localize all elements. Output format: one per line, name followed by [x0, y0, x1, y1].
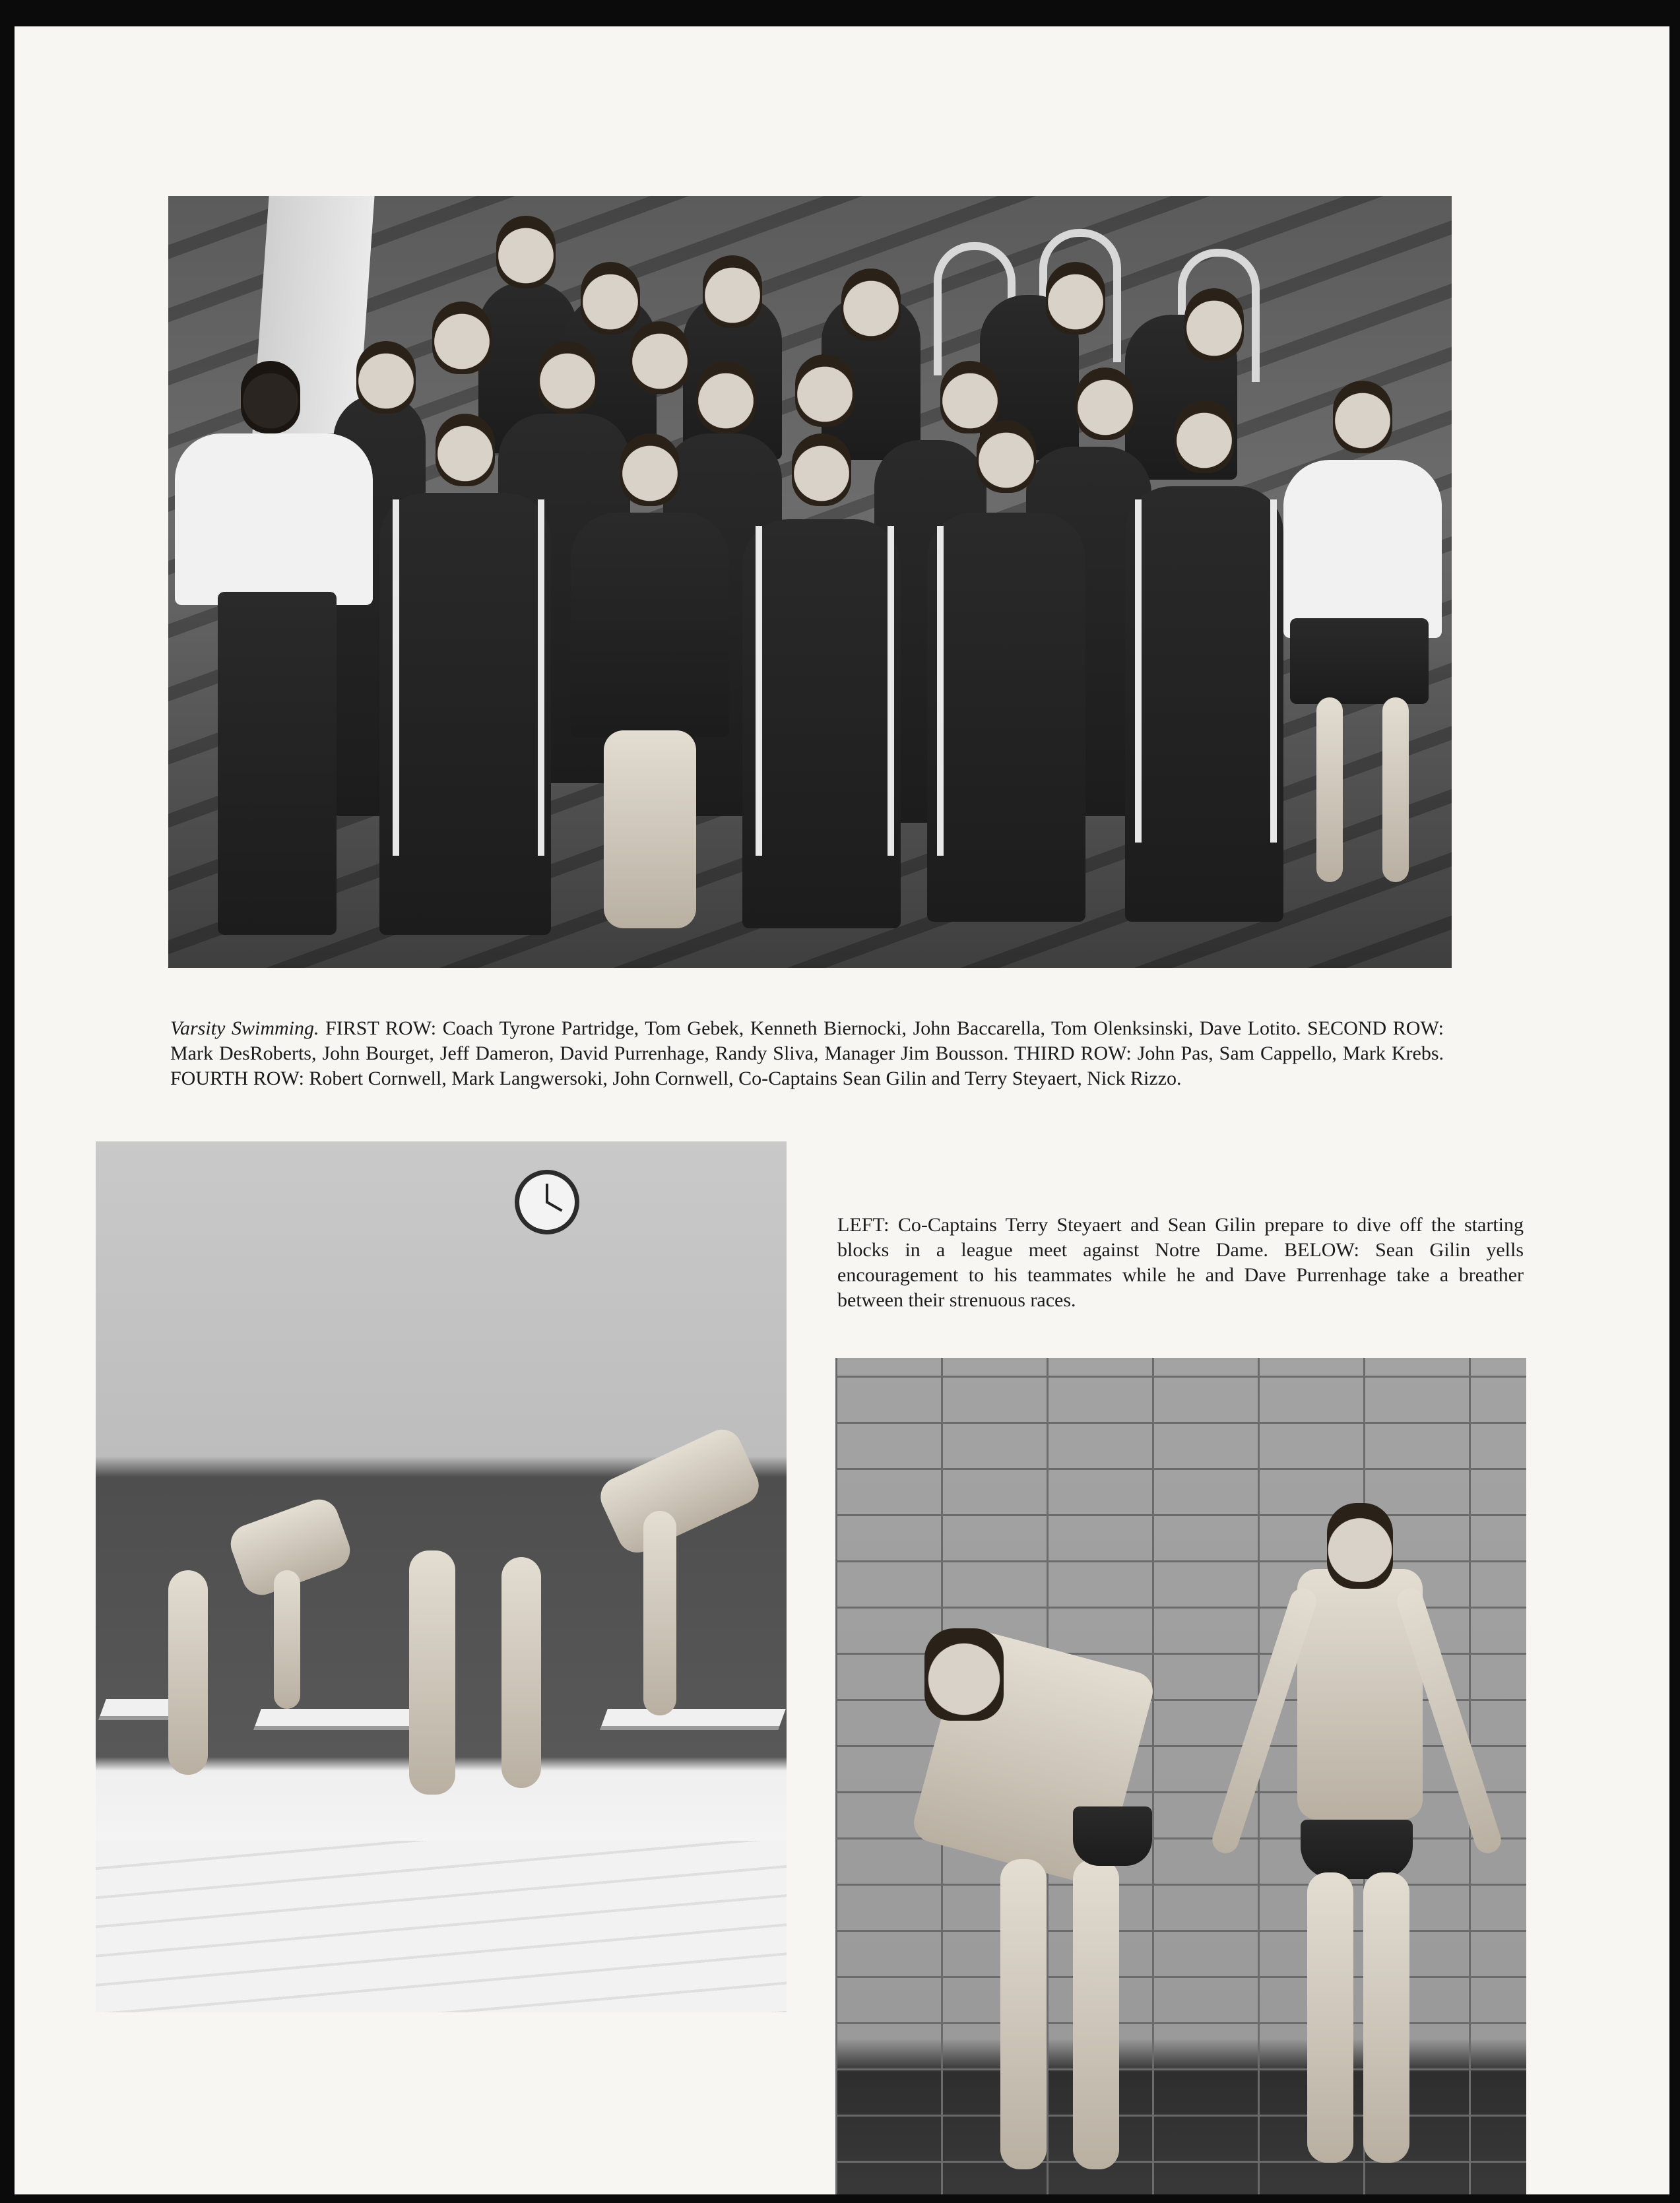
team-member-head: [581, 262, 640, 335]
tracksuit-stripe: [888, 526, 894, 856]
team-member-head: [1046, 262, 1105, 335]
swimmer: [501, 1557, 541, 1788]
team-member: [571, 513, 729, 737]
starting-blocks-photo: [96, 1141, 787, 1841]
team-member-head: [703, 255, 762, 328]
swimmer-head: [1327, 1503, 1393, 1589]
swimmer-diving: [594, 1423, 765, 1559]
coach-head: [241, 361, 300, 433]
team-member-head: [940, 361, 1000, 433]
team-member-head: [696, 361, 756, 433]
manager: [1283, 460, 1442, 638]
resting-swimmers-photo: [835, 1358, 1526, 2194]
starting-block: [600, 1709, 786, 1730]
team-member-head: [1175, 400, 1234, 473]
swimmer-arms: [643, 1511, 676, 1715]
team-member-head: [496, 216, 556, 288]
tracksuit-stripe: [538, 499, 544, 856]
tracksuit-stripe: [1270, 499, 1277, 843]
team-member-head: [432, 302, 492, 374]
tracksuit-stripe: [1135, 499, 1142, 843]
swimmer: [409, 1550, 455, 1795]
swim-trunks: [1301, 1820, 1413, 1879]
team-member-head: [538, 341, 597, 414]
team-member-head: [792, 433, 851, 506]
swim-trunks: [1073, 1806, 1152, 1866]
team-member-head: [436, 414, 495, 486]
yearbook-page: [15, 26, 1669, 2194]
coach: [175, 433, 373, 605]
bare-legs: [604, 730, 696, 928]
team-member: [927, 513, 1085, 922]
caption-text: FIRST ROW: Coach Tyrone Partridge, Tom Gebek, Kenneth Biernocki, John Baccarella, Tom Olenksinski, Dave Lotito. SECOND ROW: Mark DesRoberts, John Bourget, Jeff Dameron, David Purrenhage, Randy Sliva, Manager Jim Bousson. THIRD ROW: John Pas, Sam Cappello, Mark Krebs. FOURTH ROW: Robert Cornwell, Mark Langwersoki, John Cornwell, Co-Captains Sean Gilin and Terry Steyaert, Nick Rizzo.: [170, 1017, 1444, 1089]
team-member-head: [620, 433, 680, 506]
team-member-head: [841, 269, 901, 341]
team-photo: [168, 196, 1452, 968]
swimmer-head: [924, 1628, 1004, 1721]
tracksuit-stripe: [937, 526, 944, 856]
team-photo-caption: [170, 1016, 1444, 1091]
caption-lead: Varsity Swimming.: [170, 1017, 319, 1039]
team-member-head: [1076, 367, 1135, 440]
team-member-head: [1184, 288, 1244, 361]
tracksuit-stripe: [756, 526, 762, 856]
manager-leg: [1382, 697, 1409, 882]
swimmer-leg: [1363, 1872, 1409, 2163]
manager-leg: [1316, 697, 1343, 882]
tracksuit-stripe: [393, 499, 399, 856]
team-member: [742, 519, 901, 928]
team-member: [1125, 486, 1283, 922]
manager-head: [1333, 381, 1392, 453]
action-photos-caption: LEFT: Co-Captains Terry Steyaert and Sean Gilin prepare to dive off the starting blocks in a league meet against Notre Dame. BELOW: Sean Gilin yells encouragement to his teammates while he and Dave Purrenhage take a breather between their strenuous races.: [837, 1214, 1524, 1311]
swimmer-leg: [1307, 1872, 1353, 2163]
wall-clock: [515, 1170, 579, 1234]
team-member-head: [630, 321, 690, 394]
coach-pants: [218, 592, 337, 935]
manager-shorts: [1290, 618, 1429, 704]
team-member-head: [795, 354, 855, 427]
swimmer-leg: [1073, 1859, 1119, 2169]
swimmer-leg: [1000, 1859, 1047, 2169]
team-member: [379, 493, 551, 935]
team-member-head: [356, 341, 416, 414]
pool-water: [96, 1841, 787, 2012]
team-member-head: [977, 420, 1036, 493]
swimmer-legs: [274, 1570, 300, 1709]
starting-block: [253, 1709, 426, 1730]
swimmer: [168, 1570, 208, 1775]
